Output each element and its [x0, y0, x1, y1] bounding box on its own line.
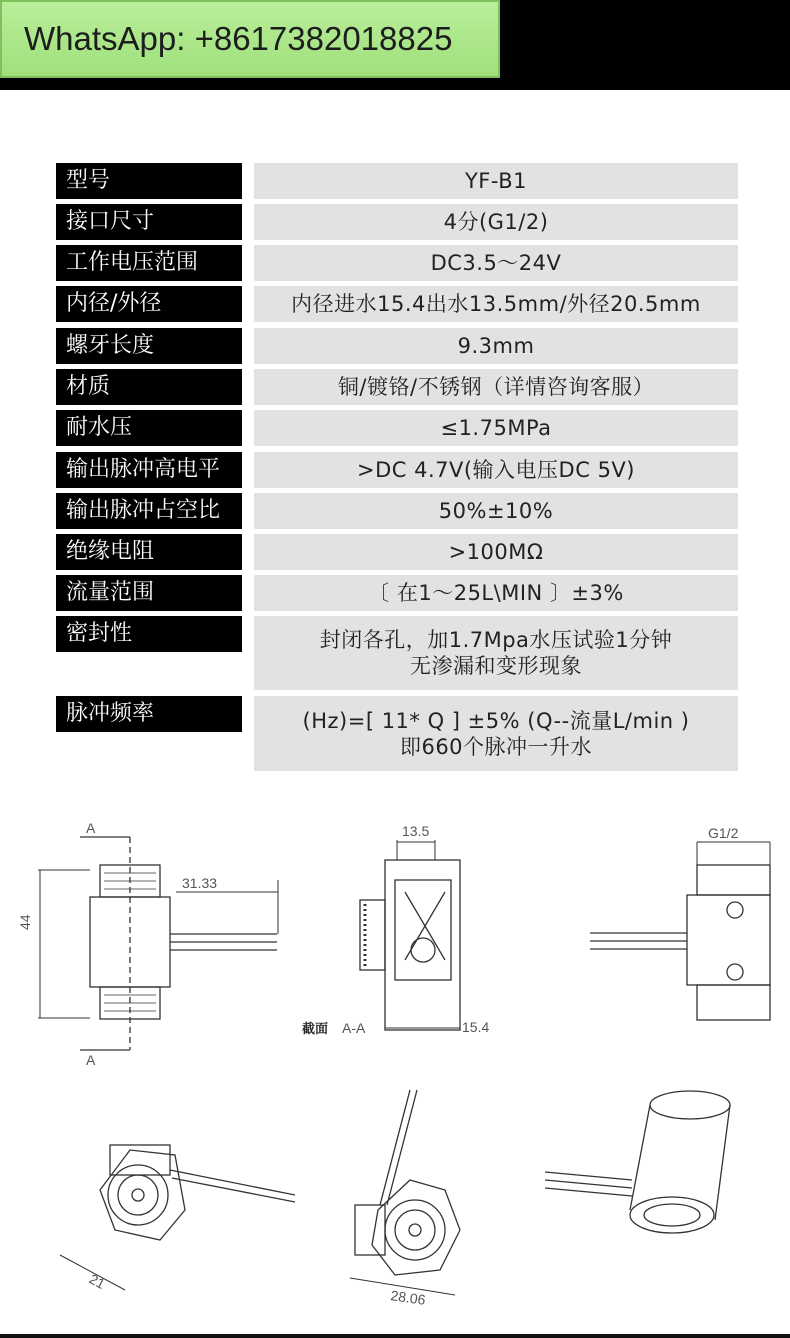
spec-label: 耐水压 [56, 410, 242, 446]
spec-value [254, 696, 738, 771]
spec-value: 4分(G1/2) [254, 204, 738, 240]
thread-label: G1/2 [708, 825, 739, 841]
section-label: A-A [342, 1020, 366, 1036]
spec-label: 型号 [56, 163, 242, 199]
spec-value-line: 无渗漏和变形现象 [410, 654, 582, 678]
spec-label: 流量范围 [56, 575, 242, 611]
section-mark-top: A [86, 820, 96, 836]
spec-value: 铜/镀铬/不锈钢（详情咨询客服） [254, 369, 738, 405]
side-view-drawing [590, 842, 770, 1020]
height-dimension: 44 [17, 914, 33, 930]
spec-value: 〔 在1～25L\MIN 〕±3% [254, 575, 738, 611]
spec-label: 绝缘电阻 [56, 534, 242, 570]
spec-label: 输出脉冲占空比 [56, 493, 242, 529]
spec-label: 脉冲频率 [56, 696, 242, 732]
wire-dimension: 31.33 [182, 875, 218, 891]
spec-label: 螺牙长度 [56, 328, 242, 364]
bottom-divider [0, 1334, 790, 1338]
spec-value: >DC 4.7V(输入电压DC 5V) [254, 452, 738, 488]
spec-value: 9.3mm [254, 328, 738, 364]
spec-value: >100MΩ [254, 534, 738, 570]
spec-label: 内径/外径 [56, 286, 242, 322]
iso-center-dimension: 28.06 [389, 1287, 427, 1308]
whatsapp-contact[interactable]: WhatsApp: +8617382018825 [0, 0, 500, 78]
spec-value: DC3.5～24V [254, 245, 738, 281]
section-view-drawing [360, 840, 460, 1030]
spec-label: 输出脉冲高电平 [56, 452, 242, 488]
spec-label: 接口尺寸 [56, 204, 242, 240]
spec-value [254, 616, 738, 690]
spec-value: ≤1.75MPa [254, 410, 738, 446]
section-top-dimension: 13.5 [402, 823, 430, 839]
spec-value: 50%±10% [254, 493, 738, 529]
spec-value: 内径进水15.4出水13.5mm/外径20.5mm [254, 286, 738, 322]
section-bottom-dimension: 15.4 [462, 1019, 490, 1035]
spec-value-line: 即660个脉冲一升水 [399, 734, 593, 759]
technical-drawings [0, 800, 790, 1330]
section-caption: 截面 [302, 1022, 329, 1037]
spec-value: YF-B1 [254, 163, 738, 199]
spec-value-line: 封闭各孔，加1.7Mpa水压试验1分钟 [319, 628, 673, 652]
spec-label: 工作电压范围 [56, 245, 242, 281]
iso-right-drawing [545, 1091, 730, 1233]
section-mark-bottom: A [86, 1052, 96, 1068]
drawings-svg [0, 800, 790, 1330]
front-view-drawing [38, 837, 278, 1050]
iso-left-drawing [60, 1145, 295, 1290]
top-banner [0, 0, 790, 90]
iso-center-drawing [350, 1090, 460, 1295]
iso-left-dimension: 21 [86, 1270, 108, 1292]
spec-value-line: (Hz)=[ 11* Q ] ±5% (Q--流量L/min ) [302, 708, 690, 733]
spec-label: 材质 [56, 369, 242, 405]
spec-label: 密封性 [56, 616, 242, 652]
